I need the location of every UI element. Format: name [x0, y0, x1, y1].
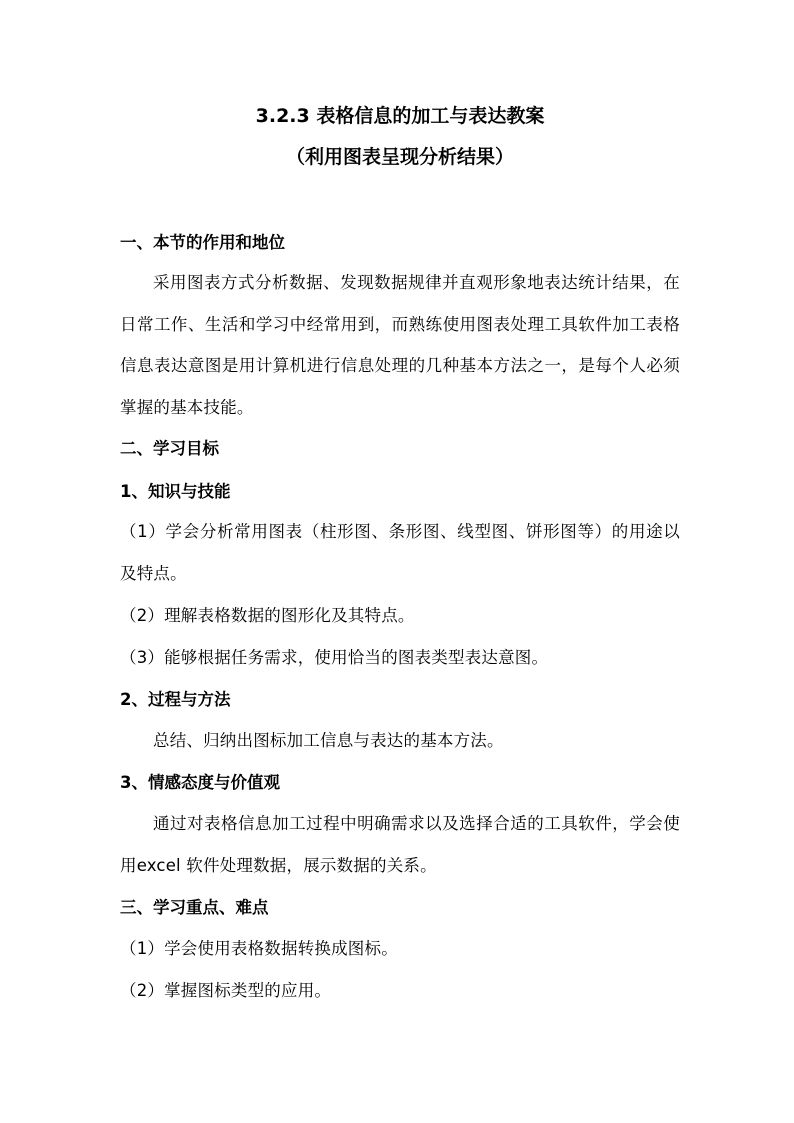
subsection-heading-knowledge: 1、知识与技能 [120, 482, 231, 501]
list-item: （1）学会分析常用图表（柱形图、条形图、线型图、饼形图等）的用途以及特点。 [120, 522, 680, 583]
subsection-paragraph-attitude: 通过对表格信息加工过程中明确需求以及选择合适的工具软件，学会使用excel 软件处理数据，展示数据的关系。 [120, 814, 680, 875]
subsection-heading-attitude: 3、情感态度与价值观 [120, 773, 280, 792]
list-item: （2）掌握图标类型的应用。 [120, 981, 332, 1000]
list-item: （2）理解表格数据的图形化及其特点。 [120, 606, 415, 625]
section-paragraph-role: 采用图表方式分析数据、发现数据规律并直观形象地表达统计结果，在日常工作、生活和学习中经常用到，而熟练使用图表处理工具软件加工表格信息表达意图是用计算机进行信息处理的几种基本方法之一，是每个人必须掌握的基本技能。 [120, 273, 680, 417]
list-item: （3）能够根据任务需求，使用恰当的图表类型表达意图。 [120, 648, 549, 667]
document-title: 3.2.3 表格信息的加工与表达教案 [255, 105, 545, 127]
section-heading-role: 一、本节的作用和地位 [120, 233, 285, 252]
subsection-paragraph-process: 总结、归纳出图标加工信息与表达的基本方法。 [153, 731, 504, 750]
list-item: （1）学会使用表格数据转换成图标。 [120, 939, 398, 958]
subsection-heading-process: 2、过程与方法 [120, 690, 231, 709]
document-subtitle: （利用图表呈现分析结果） [285, 146, 514, 168]
section-heading-key-points: 三、学习重点、难点 [120, 898, 269, 917]
section-heading-objectives: 二、学习目标 [120, 439, 219, 458]
